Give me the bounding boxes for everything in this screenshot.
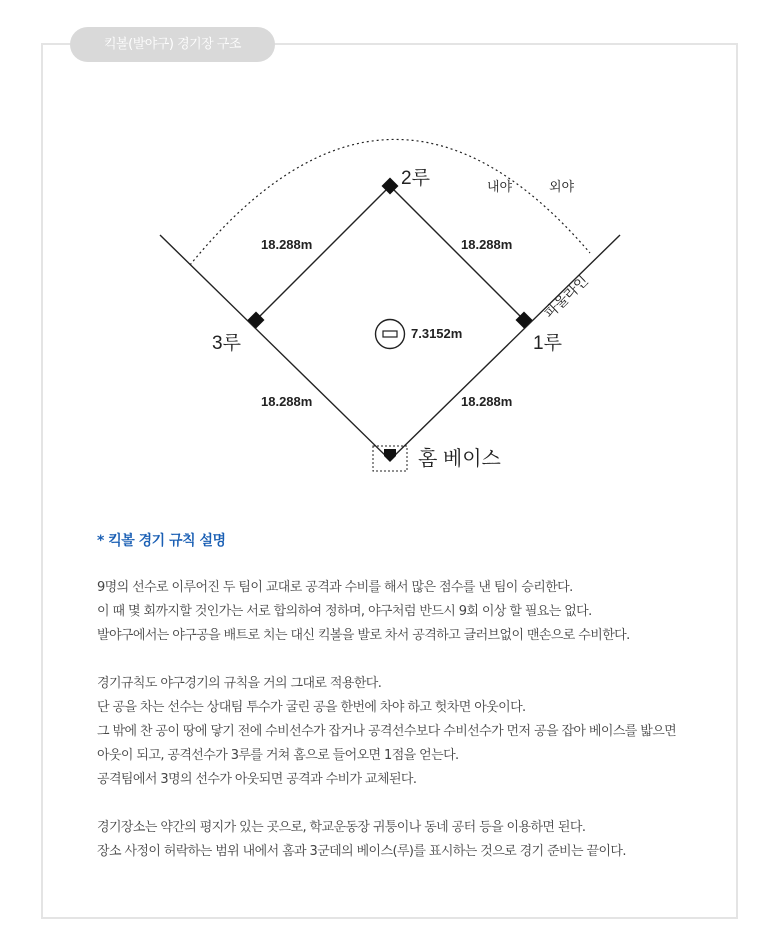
distance-label-top-left: 18.288m: [261, 237, 313, 252]
outfield-label: 외야: [549, 179, 575, 194]
third-base-label: 3루: [212, 333, 241, 354]
home-base-label: 홈 베이스: [418, 448, 501, 470]
rules-line: 그 밖에 찬 공이 땅에 닿기 전에 수비선수가 잡거나 공격선수보다 수비선수가 먼저 공을 잡아 베이스를 밟으면: [97, 724, 677, 739]
rules-line: 공격팀에서 3명의 선수가 아웃되면 공격과 수비가 교체된다.: [97, 772, 417, 787]
distance-label-bottom-right: 18.288m: [461, 394, 513, 409]
pitcher-plate: [383, 331, 397, 337]
foul-line-label: 파울라인: [540, 272, 592, 322]
second-base-label: 2루: [401, 168, 430, 189]
pitcher-distance-label: 7.3152m: [411, 326, 463, 341]
home-plate-marker: [384, 449, 396, 462]
diamond-edge-top-left: [256, 186, 390, 320]
rules-line: 발야구에서는 야구공을 배트로 치는 대신 킥볼을 발로 차서 공격하고 글러브없이 맨손으로 수비한다.: [97, 628, 630, 643]
infield-label: 내야: [487, 179, 513, 194]
rules-heading: * 킥볼 경기 규칙 설명: [97, 533, 226, 549]
rules-line: 9명의 선수로 이루어진 두 팀이 교대로 공격과 수비를 해서 많은 점수를 낸 팀이 승리한다.: [97, 580, 573, 595]
rules-paragraph-1: [97, 576, 717, 648]
foul-line-left: [160, 235, 390, 460]
rules-line: 경기규칙도 야구경기의 규칙을 거의 그대로 적용한다.: [97, 676, 382, 691]
rules-paragraph-2: [97, 672, 717, 792]
rules-line: 장소 사정이 허락하는 범위 내에서 홈과 3군데의 베이스(루)를 표시하는 것으로 경기 준비는 끝이다.: [97, 844, 626, 859]
rules-line: 이 때 몇 회까지할 것인가는 서로 합의하여 정하며, 야구처럼 반드시 9회 이상 할 필요는 없다.: [97, 604, 592, 619]
rules-line: 아웃이 되고, 공격선수가 3루를 거쳐 홈으로 들어오면 1점을 얻는다.: [97, 748, 459, 763]
title-tab: 킥볼(발야구) 경기장 구조: [70, 27, 275, 62]
diamond-edge-top-right: [390, 186, 524, 320]
foul-line-right: [390, 235, 620, 460]
rules-line: 단 공을 차는 선수는 상대팀 투수가 굴린 공을 한번에 차야 하고 헛차면 아웃이다.: [97, 700, 526, 715]
rules-paragraph-3: [97, 816, 717, 864]
rules-line: 경기장소는 약간의 평지가 있는 곳으로, 학교운동장 귀퉁이나 동네 공터 등을 이용하면 된다.: [97, 820, 586, 835]
outfield-boundary-arc: [190, 139, 590, 265]
first-base-label: 1루: [533, 333, 562, 354]
distance-label-bottom-left: 18.288m: [261, 394, 313, 409]
distance-label-top-right: 18.288m: [461, 237, 513, 252]
